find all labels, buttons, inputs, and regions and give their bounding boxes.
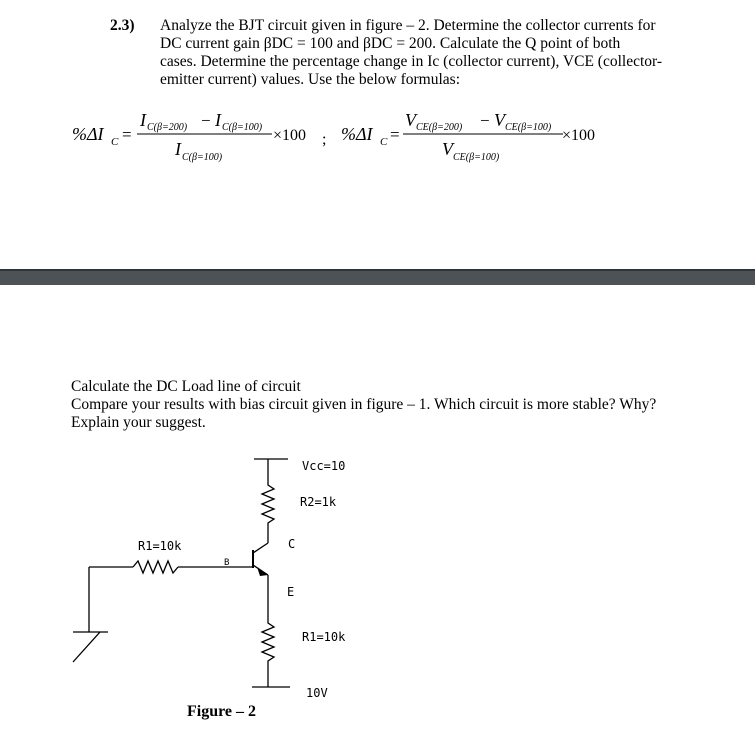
circuit-diagram <box>0 440 755 735</box>
right-equals: = <box>390 125 400 144</box>
left-num-a: I <box>140 110 146 130</box>
left-lhs-sub: C <box>111 136 119 148</box>
question-line-2: DC current gain βDC = 100 and βDC = 200. Calculate the Q point of both <box>160 35 621 52</box>
r2-resistor <box>262 478 274 530</box>
emitter-arrow <box>257 567 268 576</box>
formula-separator: ; <box>322 131 327 148</box>
section2-line-1: Calculate the DC Load line of circuit <box>71 378 301 395</box>
left-lhs: %ΔI <box>72 124 104 144</box>
right-lhs: %ΔI <box>341 124 373 144</box>
r1-base-resistor <box>133 561 178 573</box>
formula-vce-percent <box>341 110 595 163</box>
right-num-b: V <box>494 110 505 130</box>
r1-emitter-resistor <box>262 618 274 668</box>
left-num-b: I <box>215 110 221 130</box>
section2-line-3: Explain your suggest. <box>71 414 206 431</box>
right-den-sub: CE(β=100) <box>453 152 500 163</box>
page-divider <box>0 269 755 285</box>
section2-line-2: Compare your results with bias circuit given in figure – 1. Which circuit is more stable? Why? <box>71 396 657 413</box>
left-num-b-sub: C(β=100) <box>222 122 263 133</box>
left-num-a-sub: C(β=200) <box>147 122 188 133</box>
r1-base-label: R1=10k <box>138 539 182 553</box>
right-factor: ×100 <box>562 127 596 144</box>
right-minus: − <box>480 111 490 130</box>
left-factor: ×100 <box>273 127 307 144</box>
formula-ic-percent <box>72 110 306 163</box>
right-den: V <box>442 139 453 159</box>
left-minus: − <box>201 111 211 130</box>
formulas <box>0 100 755 180</box>
left-den-sub: C(β=100) <box>182 152 223 163</box>
r2-label: R2=1k <box>300 495 337 509</box>
question-number: 2.3) <box>110 17 135 34</box>
right-num-b-sub: CE(β=100) <box>505 122 552 133</box>
question-line-4: emitter current) values. Use the below formulas: <box>160 71 460 88</box>
r1-emitter-label: R1=10k <box>302 630 346 644</box>
ground-slash <box>73 632 100 662</box>
right-num-a: V <box>405 110 416 130</box>
question-line-3: cases. Determine the percentage change in Ic (collector current), VCE (collector- <box>160 53 663 70</box>
question-line-1: Analyze the BJT circuit given in figure – 2. Determine the collector currents for <box>160 17 656 34</box>
emitter-label: E <box>287 585 295 599</box>
figure-caption: Figure – 2 <box>187 703 257 720</box>
emitter-voltage-label: 10V <box>306 686 328 700</box>
base-label: B <box>224 558 230 568</box>
left-den: I <box>175 139 181 159</box>
collector-label: C <box>288 537 296 551</box>
left-equals: = <box>122 125 132 144</box>
vcc-label: Vcc=10 <box>302 459 346 473</box>
bjt-collector-leg <box>253 543 268 553</box>
right-lhs-sub: C <box>380 136 388 148</box>
right-num-a-sub: CE(β=200) <box>416 122 463 133</box>
